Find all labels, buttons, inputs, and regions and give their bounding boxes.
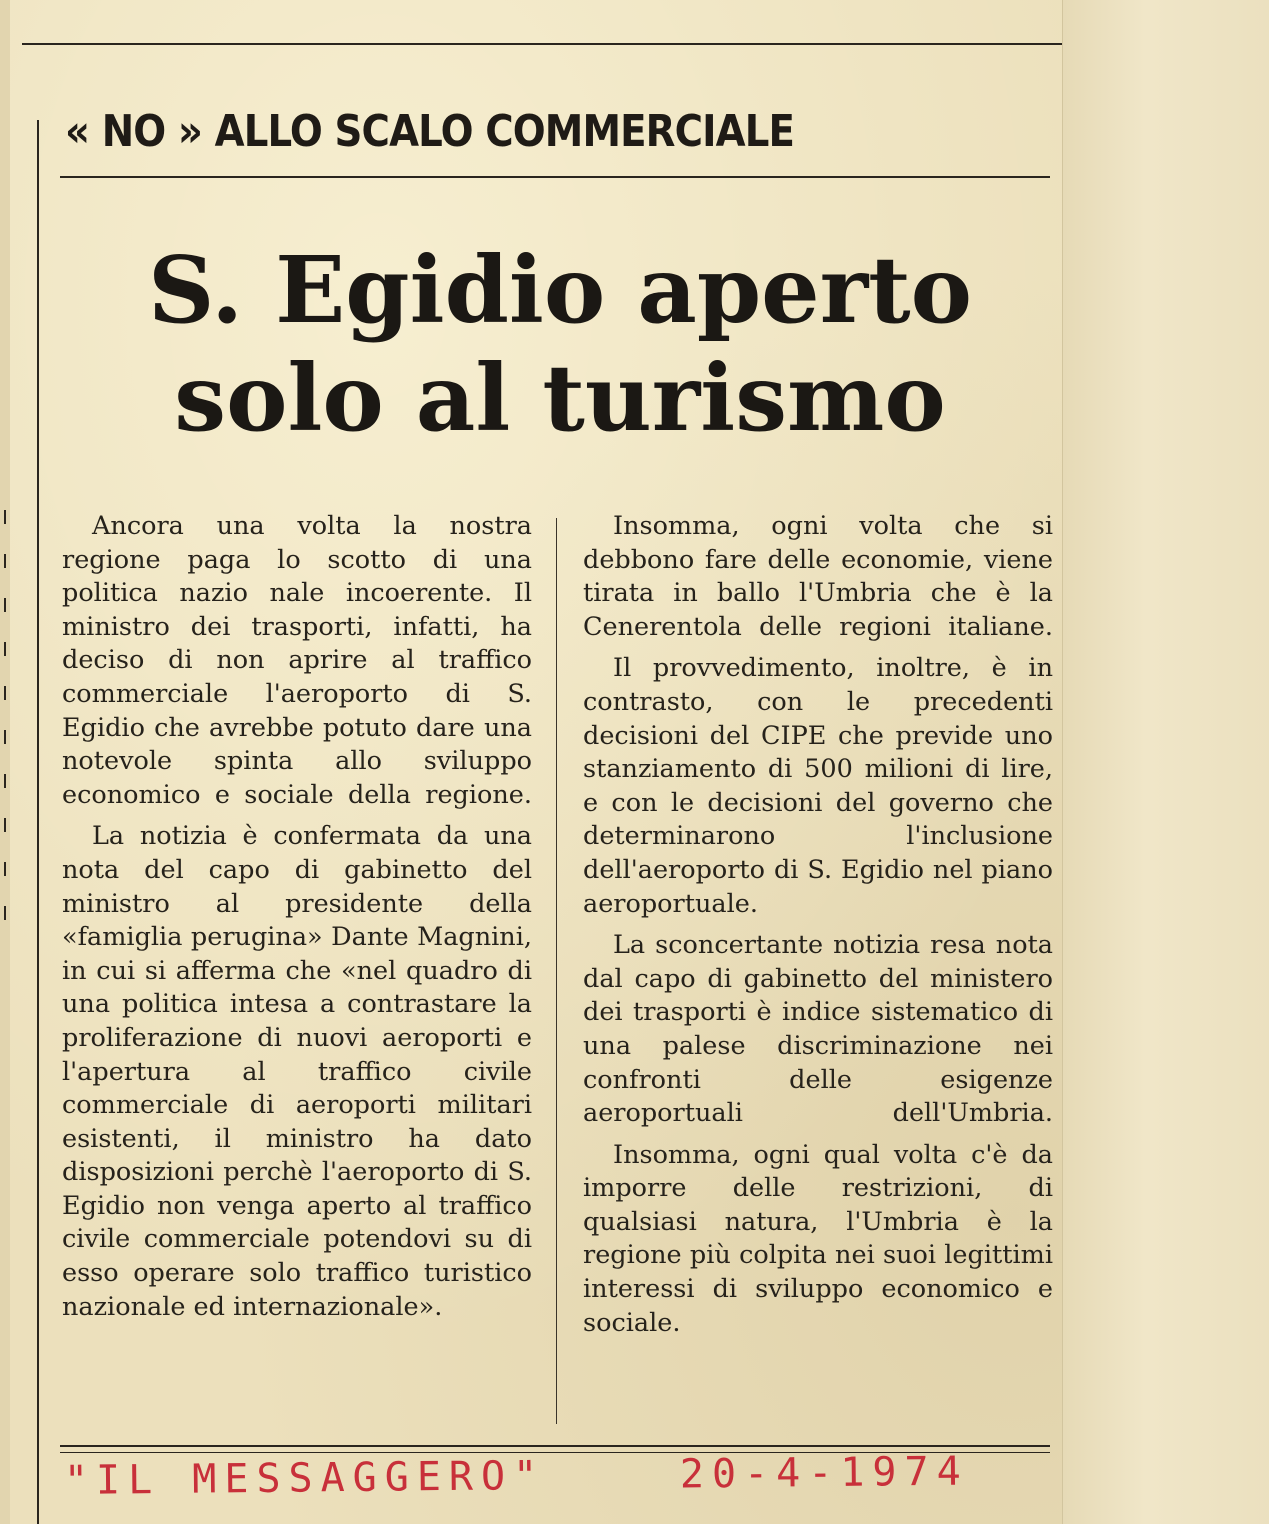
- margin-marks: [0, 510, 12, 950]
- article-column-1: [62, 510, 532, 1332]
- article-column-2: [583, 510, 1053, 1348]
- margin-mark: [4, 686, 6, 700]
- article-paragraph: Ancora una volta la nostra regione paga lo scotto di una politica nazio nale incoerente. Il ministro dei trasporti, infatti, ha deciso di non aprire al traffico commerciale l'aeroporto di S. Egidio che avrebbe potuto dare una notevole spinta allo sviluppo economico e sociale della regione.: [62, 511, 532, 810]
- bottom-rule: [60, 1445, 1050, 1447]
- article-paragraph: La sconcertante notizia resa nota dal capo di gabinetto del ministero dei trasporti è indice sistematico di una palese discriminazione nei confronti delle esigenze aeroportuali dell'Umbria.: [583, 930, 1053, 1129]
- headline-line-2: solo al turismo: [174, 344, 946, 452]
- article-paragraph: Insomma, ogni qual volta c'è da imporre delle restrizioni, di qualsiasi natura, l'Umbria è la regione più colpita nei suoi legittimi interessi di sviluppo economico e sociale.: [583, 1139, 1053, 1338]
- article-paragraph: Il provvedimento, inoltre, è in contrasto, con le precedenti decisioni del CIPE che previde uno stanziamento di 500 milioni di lire, e con le decisioni del governo che determinarono l'inclusione dell'aeroporto di S. Egidio nel piano aeroportuale.: [583, 653, 1053, 919]
- source-date: 20-4-1974: [679, 1448, 969, 1498]
- margin-mark: [4, 774, 6, 788]
- margin-mark: [4, 818, 6, 832]
- kicker-headline: « NO » ALLO SCALO COMMERCIALE: [65, 106, 795, 157]
- article-paragraph: La notizia è confermata da una nota del capo di gabinetto del ministro al presidente della «famiglia perugina» Dante Magnini, in cui si afferma che «nel quadro di una politica intesa a contrastare la proliferazione di nuovi aeroporti e l'apertura al traffico civile commerciale di aeroporti militari esistenti, il ministro ha dato disposizioni perchè l'aeroporto di S. Egidio non venga aperto al traffico civile commerciale potendovi su di esso operare solo traffico turistico nazionale ed internazionale».: [62, 821, 532, 1322]
- top-rule: [22, 43, 1062, 45]
- margin-mark: [4, 554, 6, 568]
- adjacent-page-right-edge: [1062, 0, 1269, 1524]
- margin-mark: [4, 862, 6, 876]
- margin-mark: [4, 510, 6, 524]
- main-headline: [60, 236, 1060, 452]
- margin-mark: [4, 906, 6, 920]
- article-paragraph: Insomma, ogni volta che si debbono fare delle economie, viene tirata in ballo l'Umbria che è la Cenerentola delle regioni italiane.: [583, 511, 1053, 642]
- margin-mark: [4, 598, 6, 612]
- source-newspaper-name: "IL MESSAGGERO": [63, 1452, 546, 1504]
- headline-line-1: S. Egidio aperto: [147, 236, 973, 344]
- margin-mark: [4, 730, 6, 744]
- column-divider: [556, 518, 557, 1424]
- kicker-rule: [60, 176, 1050, 178]
- handwritten-source-note: [64, 1448, 1055, 1514]
- left-column-rule: [37, 120, 39, 1524]
- margin-mark: [4, 642, 6, 656]
